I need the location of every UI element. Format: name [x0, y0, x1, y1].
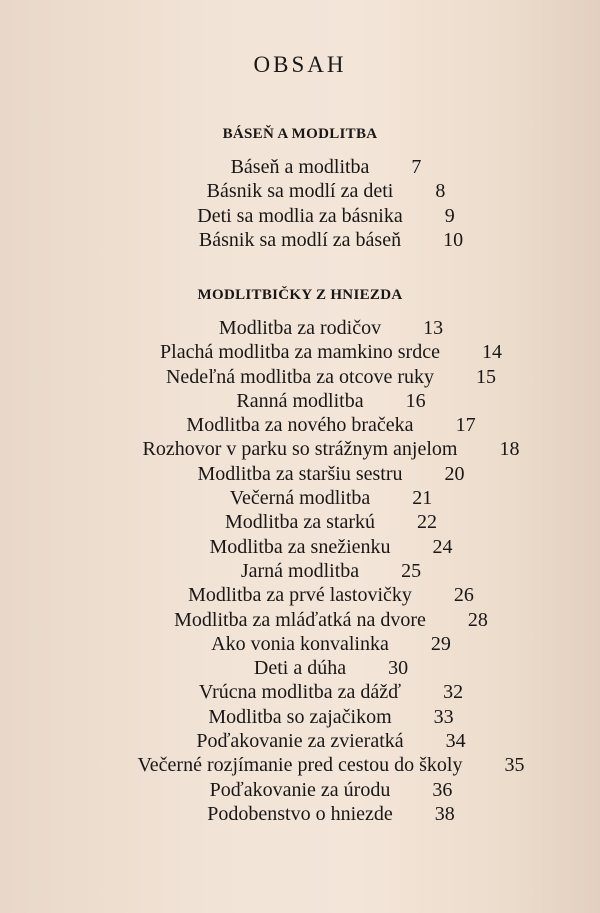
- entry-title: Večerné rozjímanie pred cestou do školy: [137, 754, 463, 777]
- entry-title: Modlitba za snežienku: [209, 535, 391, 558]
- entry-title: Básnik sa modlí za báseň: [198, 228, 402, 251]
- toc-entry: [0, 559, 600, 583]
- entry-title: Modlitba za starkú: [225, 511, 375, 534]
- entry-title: Nedeľná modlitba za otcove ruky: [165, 365, 435, 388]
- toc-entry: [0, 510, 600, 534]
- toc-entry: [0, 535, 600, 559]
- entry-page-number: 10: [443, 228, 464, 251]
- toc-section: [0, 285, 600, 826]
- entry-page-number: 32: [443, 681, 464, 704]
- toc-entry: [0, 680, 600, 704]
- toc-entry: [0, 462, 600, 486]
- entry-page-number: 34: [445, 730, 466, 753]
- toc-entry: [0, 204, 600, 228]
- toc-entry: [0, 365, 600, 389]
- entry-title: Modlitba za nového bračeka: [186, 414, 414, 437]
- toc-entry: [0, 753, 600, 777]
- entry-title: Poďakovanie za zvieratká: [196, 730, 404, 753]
- entry-title: Plachá modlitba za mamkino srdce: [160, 341, 440, 364]
- entry-title: Modlitba za rodičov: [218, 317, 382, 339]
- entry-page-number: 29: [430, 632, 451, 655]
- page-heading: OBSAH: [253, 52, 347, 77]
- entry-page-number: 9: [444, 204, 455, 227]
- entry-page-number: 8: [435, 180, 446, 203]
- toc-entry: [0, 179, 600, 203]
- toc-entry: [0, 632, 600, 656]
- toc-entry: [0, 389, 600, 413]
- entry-page-number: 26: [453, 584, 474, 607]
- entry-page-number: 35: [504, 754, 525, 777]
- toc-entry: [0, 437, 600, 461]
- entry-title: Jarná modlitba: [240, 559, 360, 582]
- section-title: MODLITBIČKY Z HNIEZDA: [197, 287, 403, 303]
- toc-entry: [0, 705, 600, 729]
- entry-title: Básnik sa modlí za deti: [206, 180, 394, 203]
- toc-entry: [0, 155, 600, 179]
- entry-title: Poďakovanie za úrodu: [209, 778, 391, 801]
- entry-page-number: 14: [481, 341, 502, 364]
- entry-page-number: 33: [433, 705, 454, 728]
- entry-page-number: 15: [476, 365, 497, 388]
- entry-page-number: 25: [401, 559, 422, 582]
- toc-entry: [0, 583, 600, 607]
- entry-page-number: 38: [434, 802, 455, 825]
- toc-entry: [0, 486, 600, 510]
- toc-section: [0, 124, 600, 252]
- entry-page-number: 18: [499, 438, 520, 461]
- toc-list: [0, 155, 600, 252]
- entry-title: Modlitba za staršiu sestru: [197, 462, 403, 485]
- toc-entry: [0, 340, 600, 364]
- entry-page-number: 16: [405, 389, 426, 412]
- entry-page-number: 7: [411, 156, 422, 178]
- entry-page-number: 24: [432, 535, 453, 558]
- toc-entry: [0, 228, 600, 252]
- entry-page-number: 22: [416, 511, 437, 534]
- entry-title: Modlitba za prvé lastovičky: [188, 584, 412, 607]
- toc-entry: [0, 729, 600, 753]
- entry-title: Vrúcna modlitba za dážď: [198, 681, 402, 704]
- entry-title: Modlitba so zajačikom: [208, 705, 392, 728]
- toc-entry: [0, 802, 600, 826]
- entry-title: Deti a dúha: [253, 657, 347, 680]
- entry-page-number: 20: [444, 462, 465, 485]
- entry-title: Modlitba za mláďatká na dvore: [174, 608, 426, 631]
- entry-page-number: 17: [455, 414, 476, 437]
- toc-list: [0, 316, 600, 826]
- toc-entry: [0, 413, 600, 437]
- entry-title: Ranná modlitba: [236, 389, 364, 412]
- entry-page-number: 13: [423, 317, 444, 339]
- entry-title: Báseň a modlitba: [230, 156, 370, 178]
- toc-entry: [0, 656, 600, 680]
- toc-entry: [0, 316, 600, 340]
- section-title: BÁSEŇ A MODLITBA: [222, 126, 378, 142]
- entry-title: Podobenstvo o hniezde: [207, 802, 393, 825]
- toc-entry: [0, 778, 600, 802]
- entry-title: Rozhovor v parku so strážnym anjelom: [142, 438, 458, 461]
- entry-page-number: 28: [467, 608, 488, 631]
- toc-entry: [0, 608, 600, 632]
- entry-page-number: 21: [412, 487, 433, 510]
- entry-title: Deti sa modlia za básnika: [197, 204, 403, 227]
- entry-page-number: 36: [432, 778, 453, 801]
- entry-page-number: 30: [388, 657, 409, 680]
- entry-title: Večerná modlitba: [229, 487, 371, 510]
- entry-title: Ako vonia konvalinka: [211, 632, 389, 655]
